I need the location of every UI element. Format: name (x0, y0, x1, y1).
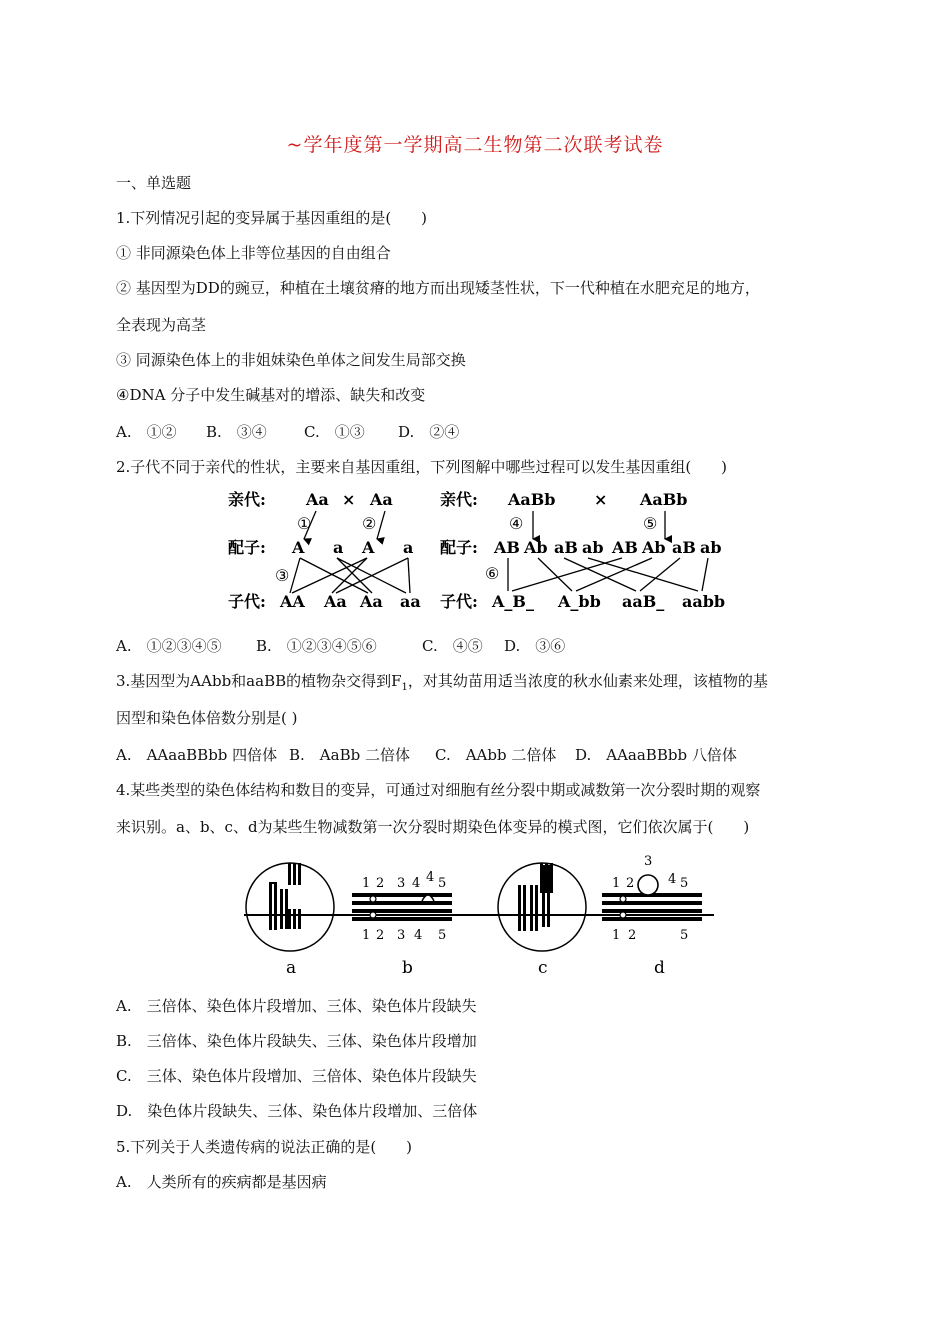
left-offspring-2: Aa (324, 592, 347, 611)
q3-option-c: C. AAbb 二倍体 (435, 746, 557, 764)
right-gamete-5: AB (612, 538, 638, 557)
left-cross-sign: × (342, 490, 356, 509)
b-bottom-num-3: 3 (397, 928, 406, 943)
b-top-num-4b: 4 (426, 870, 435, 885)
left-parent-label: 亲代: (228, 490, 266, 509)
left-offspring-1: AA (280, 592, 305, 611)
figure-label-c: c (538, 958, 548, 978)
d-top-num-2: 2 (626, 876, 635, 891)
right-gamete-label: 配子: (440, 538, 478, 557)
q1-item-4: ④DNA 分子中发生碱基对的增添、缺失和改变 (116, 386, 426, 404)
step-3-label: ③ (275, 566, 290, 585)
q2-option-c: C. ④⑤ (422, 637, 483, 655)
d-top-num-3: 3 (644, 854, 653, 869)
d-top-num-4: 4 (668, 872, 677, 887)
q2-option-b: B. ①②③④⑤⑥ (256, 637, 377, 655)
d-bottom-num-1: 1 (612, 928, 621, 943)
b-top-num-5: 5 (438, 876, 447, 891)
chromosome-variation-figure (240, 845, 720, 980)
right-offspring-2: A_bb (558, 592, 601, 611)
left-parent-2: Aa (370, 490, 393, 509)
q3-stem (116, 670, 768, 693)
right-gamete-4: ab (582, 538, 604, 557)
step-1-label: ① (297, 514, 312, 533)
step-4-label: ④ (509, 514, 524, 533)
left-offspring-3: Aa (360, 592, 383, 611)
q4-option-b: B. 三倍体、染色体片段缺失、三体、染色体片段增加 (116, 1032, 477, 1050)
q3-stem-cont: 因型和染色体倍数分别是( ) (116, 709, 298, 727)
b-top-num-3: 3 (397, 876, 406, 891)
right-gamete-2: Ab (524, 538, 548, 557)
q1-option-c: C. ①③ (304, 423, 365, 441)
left-offspring-4: aa (400, 592, 421, 611)
q5-stem: 5.下列关于人类遗传病的说法正确的是( ) (116, 1138, 413, 1156)
q3-option-b: B. AaBb 二倍体 (289, 746, 410, 764)
b-bottom-num-5: 5 (438, 928, 447, 943)
d-top-num-5: 5 (680, 876, 689, 891)
q1-item-2: ② 基因型为DD的豌豆，种植在土壤贫瘠的地方而出现矮茎性状，下一代种植在水肥充足的地方， (116, 279, 760, 297)
right-gamete-6: Ab (642, 538, 666, 557)
q1-stem: 1.下列情况引起的变异属于基因重组的是( ) (116, 209, 428, 227)
q3-stem-a: 3.基因型为AAbb和aaBB的植物杂交得到F (116, 672, 402, 690)
d-top-num-1: 1 (612, 876, 621, 891)
q3-options (116, 744, 737, 765)
q1-option-a: A. ①② (116, 423, 177, 441)
q4-option-d: D. 染色体片段缺失、三体、染色体片段增加、三倍体 (116, 1102, 478, 1120)
b-bottom-num-4: 4 (414, 928, 423, 943)
left-parent-1: Aa (306, 490, 329, 509)
left-gamete-2: a (333, 538, 344, 557)
b-top-num-1: 1 (362, 876, 371, 891)
right-offspring-1: A_B_ (492, 592, 534, 611)
left-gamete-3: A (362, 538, 375, 557)
right-gamete-8: ab (700, 538, 722, 557)
d-bottom-num-5: 5 (680, 928, 689, 943)
d-bottom-num-2: 2 (628, 928, 637, 943)
section-heading: 一、单选题 (116, 174, 192, 192)
b-top-num-4: 4 (412, 876, 421, 891)
b-bottom-num-2: 2 (376, 928, 385, 943)
right-offspring-4: aabb (682, 592, 726, 611)
left-offspring-label: 子代: (228, 592, 266, 611)
right-gamete-1: AB (494, 538, 520, 557)
step-6-label: ⑥ (485, 564, 500, 583)
right-offspring-label: 子代: (440, 592, 478, 611)
q2-options (116, 635, 565, 656)
left-gamete-4: a (403, 538, 414, 557)
q1-item-1: ① 非同源染色体上非等位基因的自由组合 (116, 244, 391, 262)
right-cross-sign: × (594, 490, 608, 509)
left-gamete-1: A (292, 538, 305, 557)
step-2-label: ② (362, 514, 377, 533)
q3-stem-b: ，对其幼苗用适当浓度的秋水仙素来处理，该植物的基 (407, 672, 768, 690)
q4-stem-cont: 来识别。a、b、c、d为某些生物减数第一次分裂时期染色体变异的模式图，它们依次属于( ) (116, 818, 750, 836)
left-gamete-label: 配子: (228, 538, 266, 557)
figure-label-a: a (286, 958, 297, 978)
q4-option-c: C. 三体、染色体片段增加、三倍体、染色体片段缺失 (116, 1067, 477, 1085)
q1-options (116, 421, 459, 442)
page-title: ~学年度第一学期高二生物第二次联考试卷 (286, 134, 664, 156)
q3-option-a: A. AAaaBBbb 四倍体 (116, 746, 278, 764)
q5-option-a: A. 人类所有的疾病都是基因病 (116, 1173, 327, 1191)
figure-label-b: b (402, 958, 413, 978)
q2-option-a: A. ①②③④⑤ (116, 637, 222, 655)
q4-option-a: A. 三倍体、染色体片段增加、三体、染色体片段缺失 (116, 997, 477, 1015)
right-parent-1: AaBb (508, 490, 556, 509)
q1-item-2-cont: 全表现为高茎 (116, 316, 207, 334)
step-5-label: ⑤ (643, 514, 658, 533)
b-top-num-2: 2 (376, 876, 385, 891)
right-parent-label: 亲代: (440, 490, 478, 509)
q2-option-d: D. ③⑥ (504, 637, 566, 655)
q1-option-b: B. ③④ (206, 423, 267, 441)
b-bottom-num-1: 1 (362, 928, 371, 943)
q1-item-3: ③ 同源染色体上的非姐妹染色单体之间发生局部交换 (116, 351, 466, 369)
right-parent-2: AaBb (640, 490, 688, 509)
right-offspring-3: aaB_ (622, 592, 665, 611)
figure-label-d: d (654, 958, 665, 978)
genetics-cross-diagram (220, 485, 730, 615)
right-gamete-3: aB (554, 538, 578, 557)
q3-option-d: D. AAaaBBbb 八倍体 (575, 746, 737, 764)
q3-stem-sub: 1 (401, 682, 408, 693)
q1-option-d: D. ②④ (398, 423, 460, 441)
q2-stem: 2.子代不同于亲代的性状，主要来自基因重组，下列图解中哪些过程可以发生基因重组( ) (116, 458, 728, 476)
q4-stem: 4.某些类型的染色体结构和数目的变异，可通过对细胞有丝分裂中期或减数第一次分裂时期的观察 (116, 781, 761, 799)
right-gamete-7: aB (672, 538, 696, 557)
